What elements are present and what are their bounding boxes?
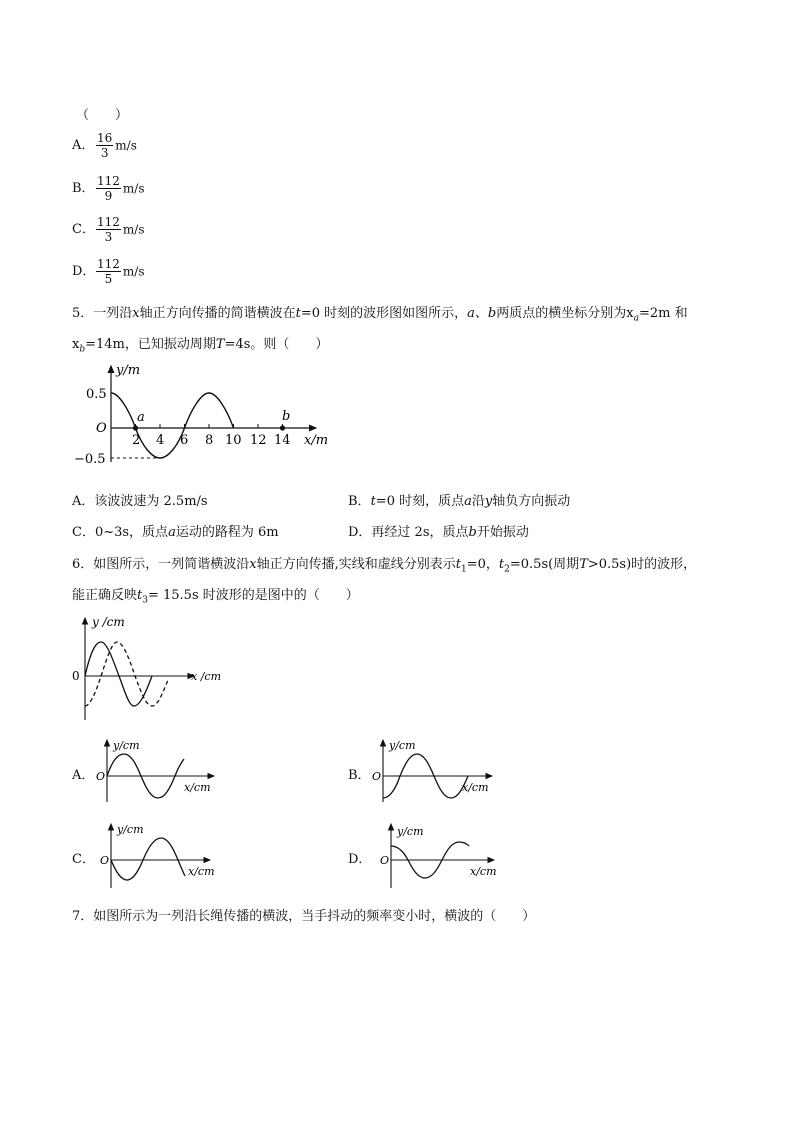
x-tick-4: 4 (156, 433, 165, 448)
x-tick-8: 8 (205, 433, 214, 448)
x-tick-2: 2 (132, 433, 141, 448)
unit: m/s (122, 264, 145, 279)
x-tick-12: 12 (250, 433, 267, 448)
fraction: $\frac{112}{3}$ (97, 215, 120, 244)
q6-option-b-graph[interactable] (368, 736, 518, 804)
option-letter: D． (72, 264, 96, 279)
q4-answer-bracket: （ ） (76, 108, 129, 123)
y-tick-0.5: 0.5 (86, 387, 107, 402)
option-letter: B． (72, 181, 95, 196)
y-axis-label: y/cm (397, 825, 424, 838)
q5-option-c[interactable]: C．0~3s，质点a运动的路程为 6m (72, 525, 279, 540)
q4-option-d[interactable] (72, 257, 145, 286)
q7-stem: 7．如图所示为一列沿长绳传播的横波，当手抖动的频率变小时，横波的（ ） (72, 909, 536, 924)
option-letter: C． (72, 222, 95, 237)
y-axis-label: y/cm (113, 739, 140, 752)
x-axis-label: x/cm (462, 781, 489, 794)
x-axis-label: x/cm (184, 781, 211, 794)
x-tick-10: 10 (225, 433, 242, 448)
q6-option-c-letter[interactable]: C． (72, 852, 95, 867)
origin-label: O (96, 770, 106, 783)
q6-option-b-letter[interactable]: B． (348, 768, 371, 783)
point-a-marker (133, 425, 138, 430)
unit: m/s (115, 138, 137, 153)
y-tick-neg0.5: −0.5 (74, 452, 106, 467)
x-tick-6: 6 (180, 433, 189, 448)
q5-stem-line1: 5．一列沿x轴正方向传播的简谐横波在t=0 时刻的波形图如图所示，a、b两质点的横坐标分别为$x_a=2m$ 和 (72, 306, 688, 324)
y-axis-label: y /cm (92, 615, 125, 629)
point-b-label: b (282, 409, 291, 424)
q4-option-a[interactable] (72, 131, 137, 160)
x-tick-14: 14 (274, 433, 291, 448)
unit: m/s (122, 222, 145, 237)
x-axis-label: x/cm (470, 865, 497, 878)
q6-option-a-letter[interactable]: A． (72, 768, 95, 783)
q6-main-graph (66, 612, 226, 724)
q4-option-c[interactable] (72, 215, 145, 244)
point-a-label: a (137, 410, 145, 425)
origin-label: O (100, 854, 110, 867)
wave-curve (111, 838, 185, 880)
fraction: $\frac{112}{5}$ (97, 257, 120, 286)
y-axis-label: y/m (116, 363, 141, 378)
option-letter: A． (72, 138, 95, 153)
q6-stem-line1: 6．如图所示，一列简谐横波沿x轴正方向传播,实线和虚线分别表示$t_1=0$，$t_2=0.5s$(周期T>0.5s)时的波形， (72, 557, 697, 575)
fraction: $\frac{16}{3}$ (97, 131, 113, 160)
q5-wave-graph (66, 358, 346, 470)
q6-option-a-graph[interactable] (92, 736, 242, 804)
q6-option-d-letter[interactable]: D． (348, 852, 372, 867)
y-axis-label: y/cm (389, 739, 416, 752)
solid-wave-t1 (85, 642, 152, 706)
origin-label: O (96, 421, 107, 436)
q6-option-c-graph[interactable] (96, 820, 246, 890)
q6-option-d-graph[interactable] (376, 820, 526, 890)
origin-label: O (380, 854, 390, 867)
q6-stem-line2: 能正确反映$t_3= 15.5s$ 时波形的是图中的（ ） (72, 588, 359, 606)
q5-option-d[interactable]: D．再经过 2s，质点b开始振动 (348, 525, 529, 540)
origin-label: 0 (72, 669, 80, 683)
wave-curve (111, 393, 234, 458)
unit: m/s (122, 181, 145, 196)
point-b-marker (280, 425, 285, 430)
origin-label: O (372, 770, 382, 783)
q5-option-a[interactable]: A．该波波速为 2.5m/s (72, 494, 208, 509)
x-axis-label: x/cm (188, 865, 215, 878)
q5-stem-line2: $x_b=14m$，已知振动周期T=4s。则（ ） (72, 337, 329, 355)
fraction: $\frac{112}{9}$ (97, 174, 120, 203)
x-axis-label: x/m (304, 433, 329, 448)
q4-option-b[interactable] (72, 174, 145, 203)
q5-option-b[interactable]: B．t=0 时刻，质点a沿y轴负方向振动 (348, 494, 571, 509)
x-axis-label: x /cm (191, 670, 221, 683)
y-axis-label: y/cm (117, 823, 144, 836)
